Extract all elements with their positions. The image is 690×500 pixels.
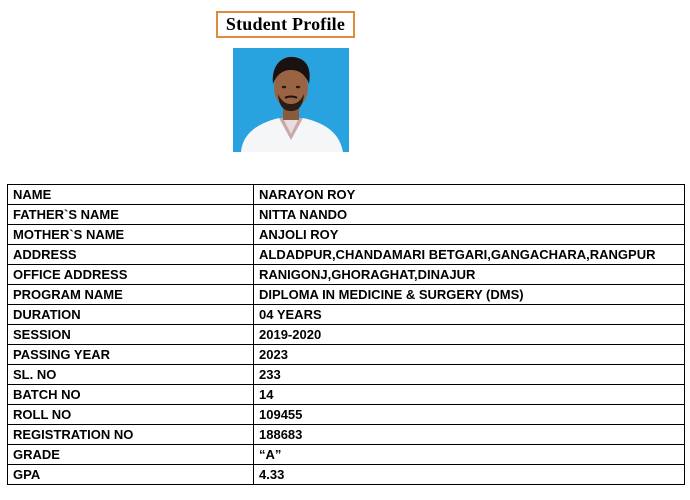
student-photo [233,48,349,152]
row-value: NITTA NANDO [254,205,685,225]
row-value: “A” [254,445,685,465]
row-label: DURATION [8,305,254,325]
table-row [8,245,685,265]
row-label: BATCH NO [8,385,254,405]
row-value: DIPLOMA IN MEDICINE & SURGERY (DMS) [254,285,685,305]
page-title: Student Profile [216,11,355,38]
table-row [8,305,685,325]
row-value: 2019-2020 [254,325,685,345]
row-value: 04 YEARS [254,305,685,325]
table-row [8,365,685,385]
table-row [8,405,685,425]
row-label: GRADE [8,445,254,465]
row-label: FATHER`S NAME [8,205,254,225]
table-row [8,325,685,345]
table-row [8,205,685,225]
row-value: NARAYON ROY [254,185,685,205]
row-label: GPA [8,465,254,485]
row-value: 4.33 [254,465,685,485]
row-label: REGISTRATION NO [8,425,254,445]
row-label: SESSION [8,325,254,345]
table-row [8,225,685,245]
table-row [8,345,685,365]
row-value: ANJOLI ROY [254,225,685,245]
row-value: 233 [254,365,685,385]
row-value: 2023 [254,345,685,365]
row-label: NAME [8,185,254,205]
table-row [8,265,685,285]
table-row [8,425,685,445]
table-row [8,385,685,405]
table-row [8,285,685,305]
table-row [8,465,685,485]
profile-table [7,184,685,485]
row-value: ALDADPUR,CHANDAMARI BETGARI,GANGACHARA,RANGPUR [254,245,685,265]
row-label: SL. NO [8,365,254,385]
row-label: ADDRESS [8,245,254,265]
row-value: 14 [254,385,685,405]
row-label: MOTHER`S NAME [8,225,254,245]
row-label: PROGRAM NAME [8,285,254,305]
table-row [8,445,685,465]
row-value: RANIGONJ,GHORAGHAT,DINAJUR [254,265,685,285]
student-portrait-icon [233,48,349,152]
row-label: ROLL NO [8,405,254,425]
row-value: 109455 [254,405,685,425]
row-label: OFFICE ADDRESS [8,265,254,285]
row-value: 188683 [254,425,685,445]
row-label: PASSING YEAR [8,345,254,365]
table-row [8,185,685,205]
